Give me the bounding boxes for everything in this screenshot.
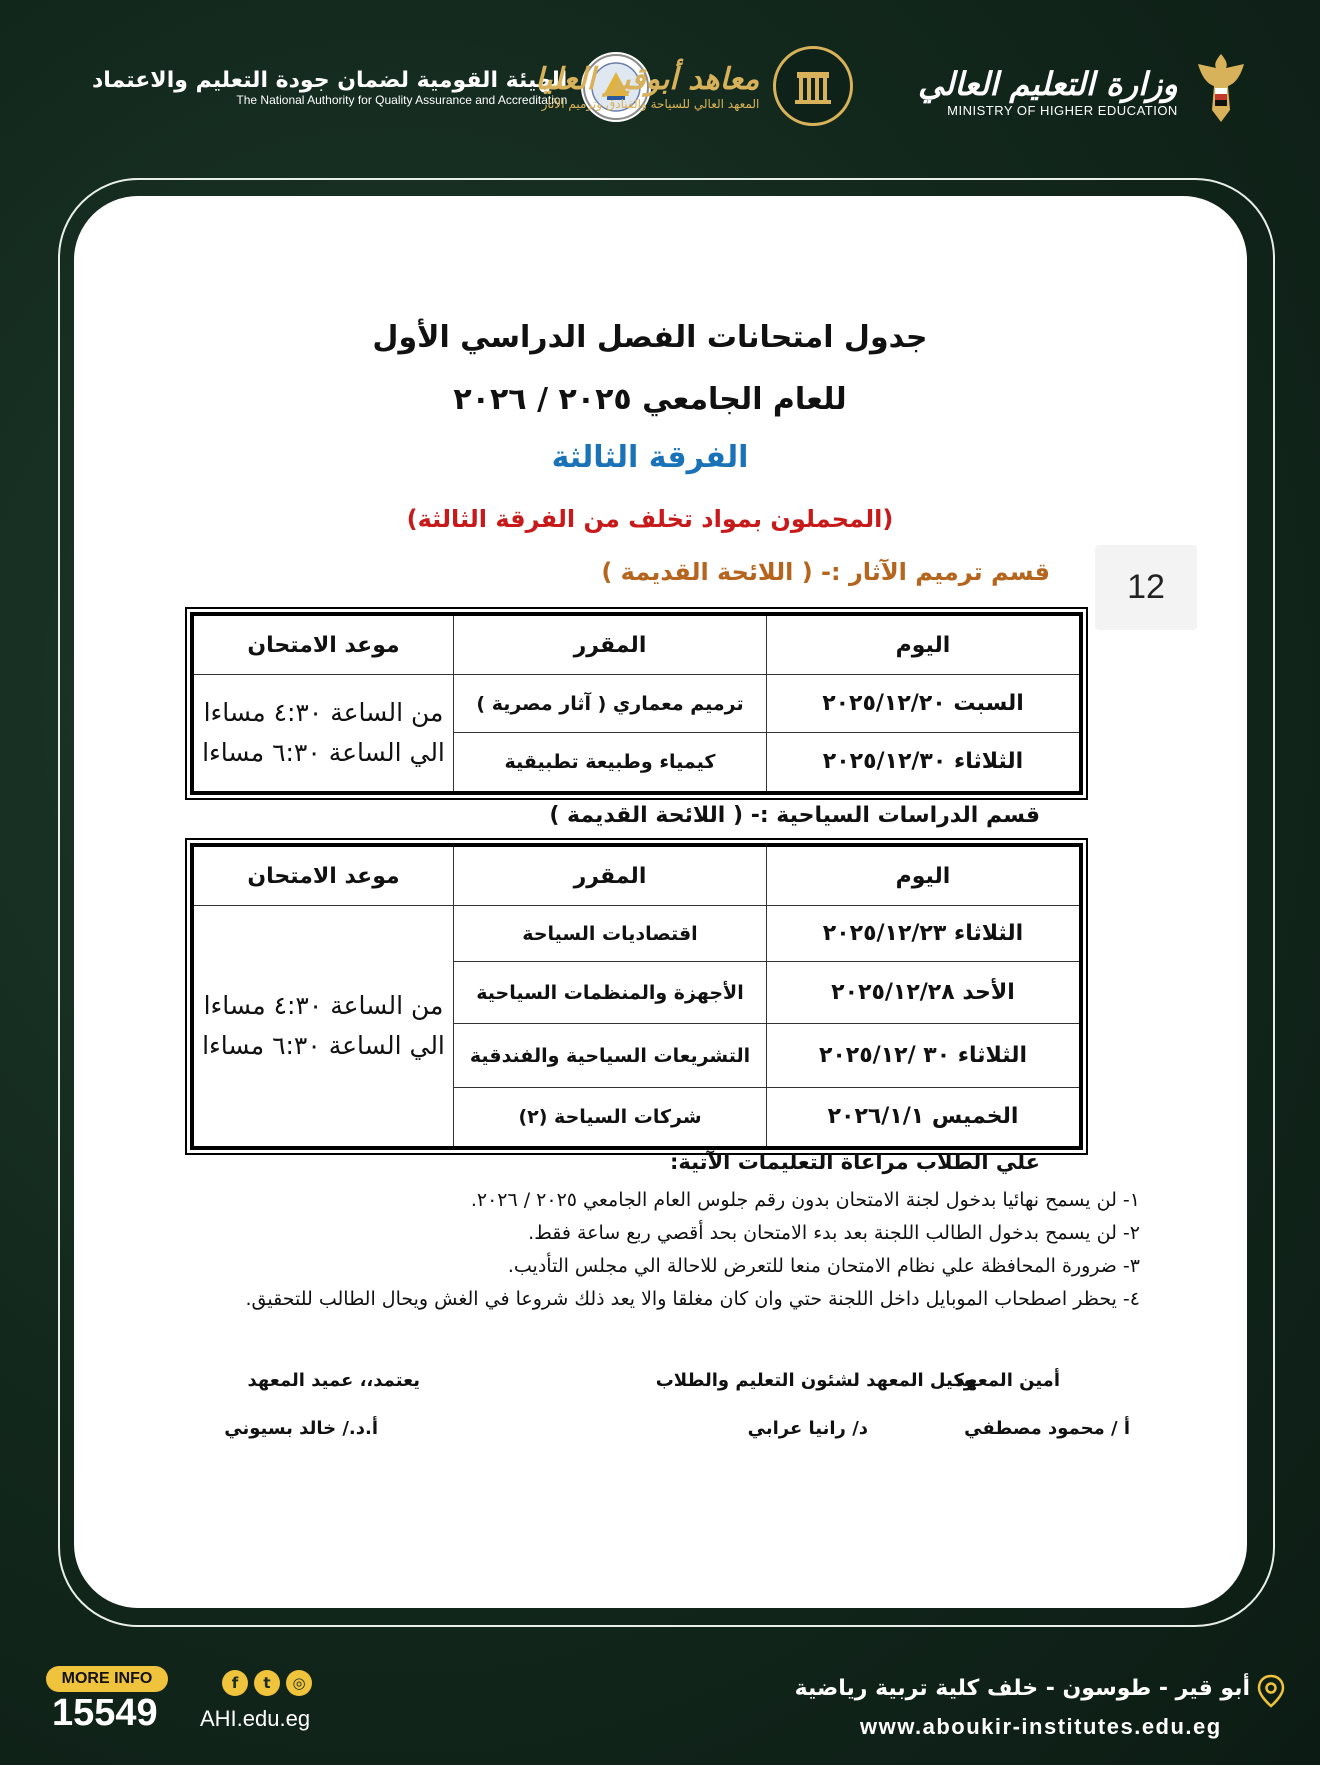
facebook-icon[interactable]: f xyxy=(222,1670,248,1696)
instruction-item: ٢- لن يسمح بدخول الطالب اللجنة بعد بدء الامتحان بحد أقصي ربع ساعة فقط. xyxy=(528,1222,1140,1244)
exam-day: الثلاثاء ٢٠٢٥/١٢/٢٣ xyxy=(767,906,1082,962)
academic-year: للعام الجامعي ٢٠٢٥ / ٢٠٢٦ xyxy=(453,382,847,417)
social-links xyxy=(222,1670,312,1696)
exam-day: الخميس ٢٠٢٦/١/١ xyxy=(767,1088,1082,1148)
instruction-item: ٣- ضرورة المحافظة علي نظام الامتحان منعا للتعرض للاحالة الي مجلس التأديب. xyxy=(507,1255,1140,1277)
column-day: اليوم xyxy=(767,614,1082,675)
table-row xyxy=(192,675,1081,733)
table-header-row xyxy=(192,614,1081,675)
hotline-number: 15549 xyxy=(52,1692,158,1734)
short-website-link[interactable]: AHI.edu.eg xyxy=(200,1706,311,1731)
institute-subname: المعهد العالي للسياحة والفنادق وترميم الآثار xyxy=(541,96,760,111)
dean-title: يعتمد،، عميد المعهد xyxy=(247,1370,420,1391)
exam-day: الأحد ٢٠٢٥/١٢/٢٨ xyxy=(767,962,1082,1024)
exam-course: شركات السياحة (٢) xyxy=(454,1088,767,1148)
document-subtitle: (المحملون بمواد تخلف من الفرقة الثالثة) xyxy=(406,505,894,533)
institute-emblem-icon xyxy=(773,46,853,126)
exam-day: الثلاثاء ٢٠٢٥/١٢/٣٠ xyxy=(767,733,1082,793)
dept-tourism-heading: قسم الدراسات السياحية :- ( اللائحة القديمة ) xyxy=(549,803,1040,828)
column-day: اليوم xyxy=(767,845,1082,906)
instruction-item: ٤- يحظر اصطحاب الموبايل داخل اللجنة حتي وان كان مغلقا والا يعد ذلك شروعا في الغش ويحال الطالب للتحقيق. xyxy=(245,1288,1140,1310)
secretary-name: أ / محمود مصطفي xyxy=(964,1418,1130,1439)
twitter-icon[interactable]: t xyxy=(254,1670,280,1696)
instagram-icon[interactable]: ◎ xyxy=(286,1670,312,1696)
eagle-emblem-icon xyxy=(1192,50,1250,132)
column-time: موعد الامتحان xyxy=(192,614,454,675)
naqaae-name-ar: الهيئة القومية لضمان جودة التعليم والاعتماد xyxy=(92,67,568,93)
exam-time: من الساعة ٤:٣٠ مساءا الي الساعة ٦:٣٠ مساءا xyxy=(192,906,454,1148)
table-header-row xyxy=(192,845,1081,906)
location-pin-icon xyxy=(1256,1674,1286,1712)
exam-course: ترميم معماري ( آثار مصرية ) xyxy=(454,675,767,733)
ministry-name-en: MINISTRY OF HIGHER EDUCATION xyxy=(947,102,1178,118)
dept-restoration-heading: قسم ترميم الآثار :- ( اللائحة القديمة ) xyxy=(601,558,1050,586)
dean-name: أ.د./ خالد بسيوني xyxy=(224,1418,378,1439)
vice-dean-name: د/ رانيا عرابي xyxy=(747,1418,868,1439)
tourism-schedule-table xyxy=(190,843,1083,1150)
institute-name-ar: معاهد أبوقير العليا xyxy=(535,61,760,97)
instruction-item: ١- لن يسمح نهائيا بدخول لجنة الامتحان بدون رقم جلوس العام الجامعي ٢٠٢٥ / ٢٠٢٦. xyxy=(470,1189,1140,1211)
ministry-logo-block xyxy=(918,50,1250,132)
exam-course: كيمياء وطبيعة تطبيقية xyxy=(454,733,767,793)
header xyxy=(0,0,1320,175)
level-title: الفرقة الثالثة xyxy=(551,440,749,475)
secretary-title: أمين المعهد xyxy=(955,1370,1060,1391)
exam-course: الأجهزة والمنظمات السياحية xyxy=(454,962,767,1024)
page-number: 12 xyxy=(1095,545,1197,630)
vice-dean-title: وكيل المعهد لشئون التعليم والطلاب xyxy=(655,1370,975,1391)
column-course: المقرر xyxy=(454,845,767,906)
ministry-name-ar: وزارة التعليم العالي xyxy=(918,64,1178,103)
exam-day: السبت ٢٠٢٥/١٢/٢٠ xyxy=(767,675,1082,733)
naqaae-name-en: The National Authority for Quality Assurance and Accreditation xyxy=(236,92,568,107)
institute-logo-block xyxy=(535,46,853,126)
website-link[interactable]: www.aboukir-institutes.edu.eg xyxy=(860,1714,1222,1739)
instructions-title: علي الطلاب مراعاة التعليمات الآتية: xyxy=(669,1150,1040,1174)
column-course: المقرر xyxy=(454,614,767,675)
document-title: جدول امتحانات الفصل الدراسي الأول xyxy=(372,320,928,355)
exam-time: من الساعة ٤:٣٠ مساءا الي الساعة ٦:٣٠ مساءا xyxy=(192,675,454,793)
exam-day: الثلاثاء ٣٠ /٢٠٢٥/١٢ xyxy=(767,1024,1082,1088)
table-row xyxy=(192,906,1081,962)
column-time: موعد الامتحان xyxy=(192,845,454,906)
restoration-schedule-table xyxy=(190,612,1083,795)
more-info-badge: MORE INFO xyxy=(46,1666,168,1692)
address: أبو قير - طوسون - خلف كلية تربية رياضية xyxy=(794,1676,1250,1701)
exam-course: اقتصاديات السياحة xyxy=(454,906,767,962)
exam-course: التشريعات السياحية والفندقية xyxy=(454,1024,767,1088)
